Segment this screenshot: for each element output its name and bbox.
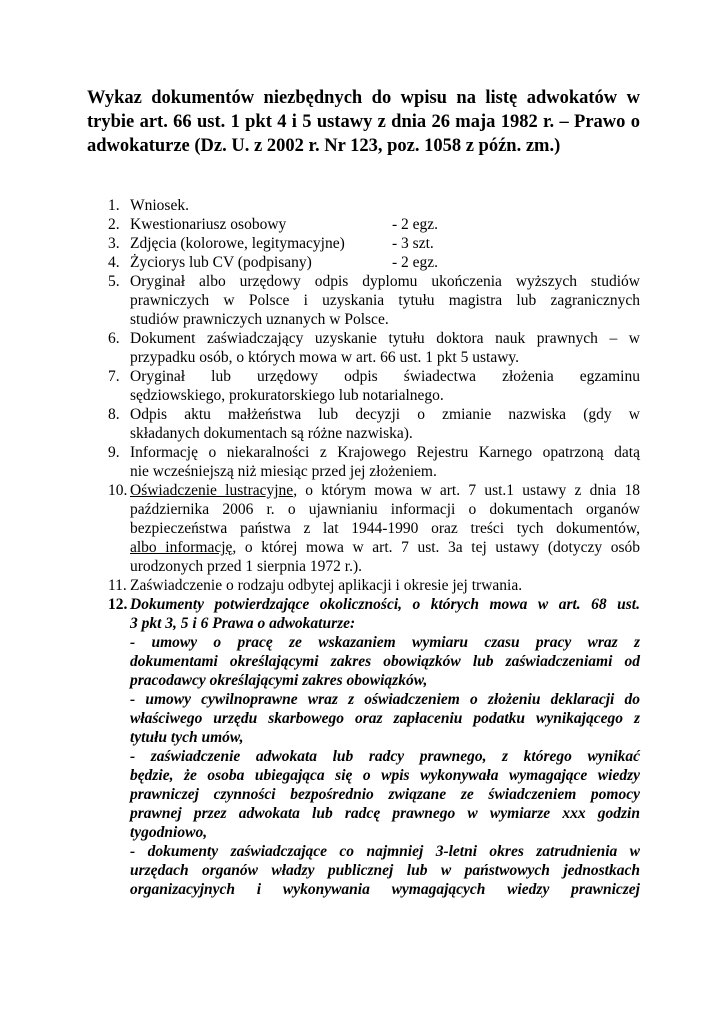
item-text-line: urzędach organów władzy publicznej lub w państwowych jednostkach	[130, 862, 640, 879]
item-number: 2.	[108, 216, 120, 233]
list-item	[0, 595, 725, 899]
item-text-line: - dokumenty zaświadczające co najmniej 3-letni okres zatrudnienia w	[130, 843, 640, 860]
item-text-line: Oryginał lub urzędowy odpis świadectwa złożenia egzaminu	[130, 368, 640, 385]
item-text-line: organizacyjnych i wykonywania wymagających wiedzy prawniczej	[130, 881, 640, 898]
information-link: albo informację	[130, 539, 233, 556]
item-text: Zaświadczenie o rodzaju odbytej aplikacji i okresie jej trwania.	[130, 577, 523, 594]
item-text-line: Dokumenty potwierdzające okoliczności, o których mowa w art. 68 ust.	[130, 596, 640, 613]
document-title: Wykaz dokumentów niezbędnych do wpisu na listę adwokatów w trybie art. 66 ust. 1 pkt 4 i 5 ustawy z dnia 26 maja 1982 r. – Prawo o adwokaturze (Dz. U. z 2002 r. Nr 123, poz. 1058 z późn. zm.)	[87, 88, 640, 156]
item-text-line: sędziowskiego, prokuratorskiego lub notarialnego.	[130, 387, 444, 404]
item-number: 11.	[108, 577, 127, 594]
item-quantity: - 2 egz.	[392, 216, 439, 233]
item-text-line: studiów prawniczych uznanych w Polsce.	[130, 311, 389, 328]
item-text: Zdjęcia (kolorowe, legitymacyjne)	[130, 235, 345, 252]
item-text-fragment: , o której mowa w art. 7 ust. 3a tej ustawy (dotyczy osób	[232, 539, 640, 556]
item-text-line: tytułu tych umów,	[130, 729, 244, 746]
lustration-statement-link: Oświadczenie lustracyjne	[130, 482, 294, 499]
item-number: 8.	[108, 406, 120, 423]
item-number: 12.	[108, 596, 128, 613]
item-text-line: pracodawcy określającymi zakres obowiązków,	[130, 672, 428, 689]
item-text-line: Oryginał albo urzędowy odpis dyplomu ukończenia wyższych studiów	[130, 273, 640, 290]
list-item	[0, 253, 725, 272]
item-quantity: - 2 egz.	[392, 254, 439, 271]
list-item	[0, 481, 725, 576]
list-item	[0, 196, 725, 215]
item-number: 7.	[108, 368, 120, 385]
item-text-line: nie wcześniejszą niż miesiąc przed jej złożeniem.	[130, 463, 437, 480]
item-text-line: - umowy o pracę ze wskazaniem wymiaru czasu pracy wraz z	[130, 634, 640, 651]
item-text-line: właściwego urzędu skarbowego oraz zapłaceniu podatku wynikającego z	[130, 710, 640, 727]
document-list	[0, 196, 725, 899]
item-number: 1.	[108, 197, 120, 214]
item-text-line: urodzonych przed 1 sierpnia 1972 r.).	[130, 558, 363, 575]
item-number: 10.	[108, 482, 128, 499]
item-number: 6.	[108, 330, 120, 347]
item-text-line: będzie, że osoba ubiegająca się o wpis wykonywała wymagające wiedzy	[130, 767, 640, 784]
item-number: 9.	[108, 444, 120, 461]
list-item	[0, 405, 725, 443]
list-item	[0, 443, 725, 481]
item-text-line: prawniczej czynności bezpośrednio związane ze świadczeniem pomocy	[130, 786, 640, 803]
item-text-line: przypadku osób, o których mowa w art. 66 ust. 1 pkt 5 ustawy.	[130, 349, 520, 366]
item-text-line: - umowy cywilnoprawne wraz z oświadczeniem o złożeniu deklaracji do	[130, 691, 640, 708]
item-number: 4.	[108, 254, 120, 271]
item-quantity: - 3 szt.	[392, 235, 434, 252]
item-text-line: bezpieczeństwa państwa z lat 1944-1990 oraz treści tych dokumentów,	[130, 520, 640, 537]
item-text-line: - zaświadczenie adwokata lub radcy prawnego, z którego wynikać	[130, 748, 640, 765]
list-item	[0, 234, 725, 253]
list-item	[0, 329, 725, 367]
item-text-line	[130, 538, 640, 557]
item-text-line: Informację o niekaralności z Krajowego Rejestru Karnego opatrzoną datą	[130, 444, 640, 461]
item-text-block	[130, 595, 640, 899]
item-text-line: 3 pkt 3, 5 i 6 Prawa o adwokaturze:	[130, 615, 356, 632]
item-number: 5.	[108, 273, 120, 290]
item-text: Wniosek.	[130, 197, 189, 214]
item-number: 3.	[108, 235, 120, 252]
list-item	[0, 272, 725, 329]
item-text-line: składanych dokumentach są różne nazwiska).	[130, 425, 413, 442]
item-text-line	[130, 481, 640, 500]
item-text-fragment: , o którym mowa w art. 7 ust.1 ustawy z dnia 18	[293, 482, 641, 499]
item-text-line: tygodniowo,	[130, 824, 208, 841]
item-text: Kwestionariusz osobowy	[130, 216, 287, 233]
list-item	[0, 367, 725, 405]
list-item	[0, 215, 725, 234]
item-text-line: prawnej przez adwokata lub radcę prawnego w wymiarze xxx godzin	[130, 805, 640, 822]
item-text-line: października 2006 r. o ujawnianiu informacji o dokumentach organów	[130, 501, 640, 518]
list-item	[0, 576, 725, 595]
item-text-line: Dokument zaświadczający uzyskanie tytułu doktora nauk prawnych – w	[130, 330, 640, 347]
item-text-line: Odpis aktu małżeństwa lub decyzji o zmianie nazwiska (gdy w	[130, 406, 640, 423]
item-text: Życiorys lub CV (podpisany)	[130, 254, 312, 271]
item-text-line: prawniczych w Polsce i uzyskania tytułu magistra lub zagranicznych	[130, 292, 640, 309]
item-text-line: dokumentami określającymi zakres obowiązków lub zaświadczeniami od	[130, 653, 640, 670]
